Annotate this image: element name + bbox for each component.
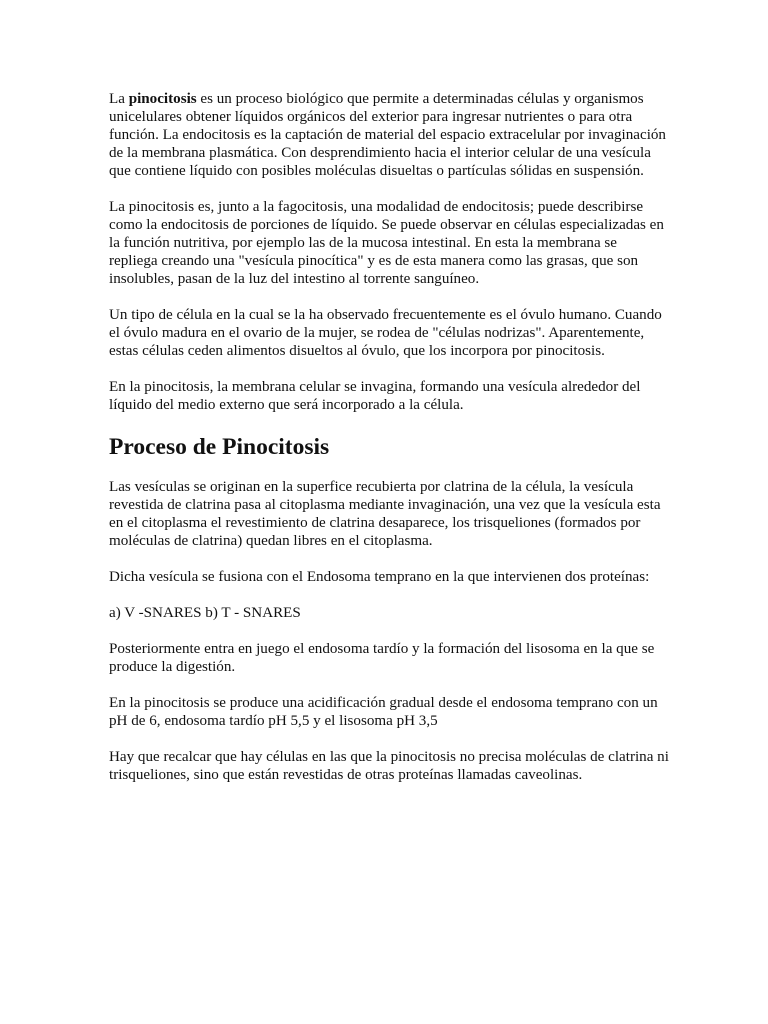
paragraph-endosoma-tardio: Posteriormente entra en juego el endosoma tardío y la formación del lisosoma en la que se produce la digestión. [109, 641, 655, 675]
paragraph-ovulo: Un tipo de célula en la cual se la ha observado frecuentemente es el óvulo humano. Cuando el óvulo madura en el ovario de la mujer, se rodea de "células nodrizas". Aparentemente, estas células ceden alimentos disueltos al óvulo, que los incorpora por pinocitosis. [109, 307, 662, 359]
intro-rest: es un proceso biológico que permite a determinadas células y organismos unicelulares obtener líquidos orgánicos del exterior para ingresar nutrientes o para otra función. La endocitosis es la captación de material del espacio extracelular por invaginación de la membrana plasmática. Con desprendimiento hacia el interior celular de una vesícula que contiene líquido con posibles moléculas disueltas o partículas sólidas en suspensión. [109, 91, 666, 179]
paragraph-endosoma-temprano: Dicha vesícula se fusiona con el Endosoma temprano en la que intervienen dos proteínas: [109, 569, 650, 585]
intro-lead: La [109, 91, 129, 107]
pinocitosis-term: pinocitosis [128, 91, 197, 107]
paragraph-caveolinas: Hay que recalcar que hay células en las que la pinocitosis no precisa moléculas de clatrina ni trisqueliones, sino que están revestidas de otras proteínas llamadas caveolinas. [109, 749, 669, 783]
paragraph-fagocitosis: La pinocitosis es, junto a la fagocitosis, una modalidad de endocitosis; puede describirse como la endocitosis de porciones de líquido. Se puede observar en células especializadas en la función nutritiva, por ejemplo las de la mucosa intestinal. En esta la membrana se repliega creando una "vesícula pinocítica" y es de esta manera como las grasas, que son insolubles, pasan de la luz del intestino al torrente sanguíneo. [109, 199, 664, 287]
paragraph-acidificacion: En la pinocitosis se produce una acidificación gradual desde el endosoma temprano con un pH de 6, endosoma tardío pH 5,5 y el lisosoma pH 3,5 [109, 695, 658, 729]
section-heading: Proceso de Pinocitosis [109, 434, 330, 460]
paragraph-snares: a) V -SNARES b) T - SNARES [109, 605, 301, 621]
paragraph-invaginacion: En la pinocitosis, la membrana celular se invagina, formando una vesícula alrededor del líquido del medio externo que será incorporado a la célula. [109, 379, 641, 413]
intro-paragraph [109, 90, 669, 180]
document-page [109, 90, 669, 802]
paragraph-vesiculas: Las vesículas se originan en la superfice recubierta por clatrina de la célula, la vesícula revestida de clatrina pasa al citoplasma mediante invaginación, una vez que la vesícula esta en el citoplasma el revestimiento de clatrina desaparece, los trisqueliones (formados por moléculas de clatrina) quedan libres en el citoplasma. [109, 479, 661, 549]
